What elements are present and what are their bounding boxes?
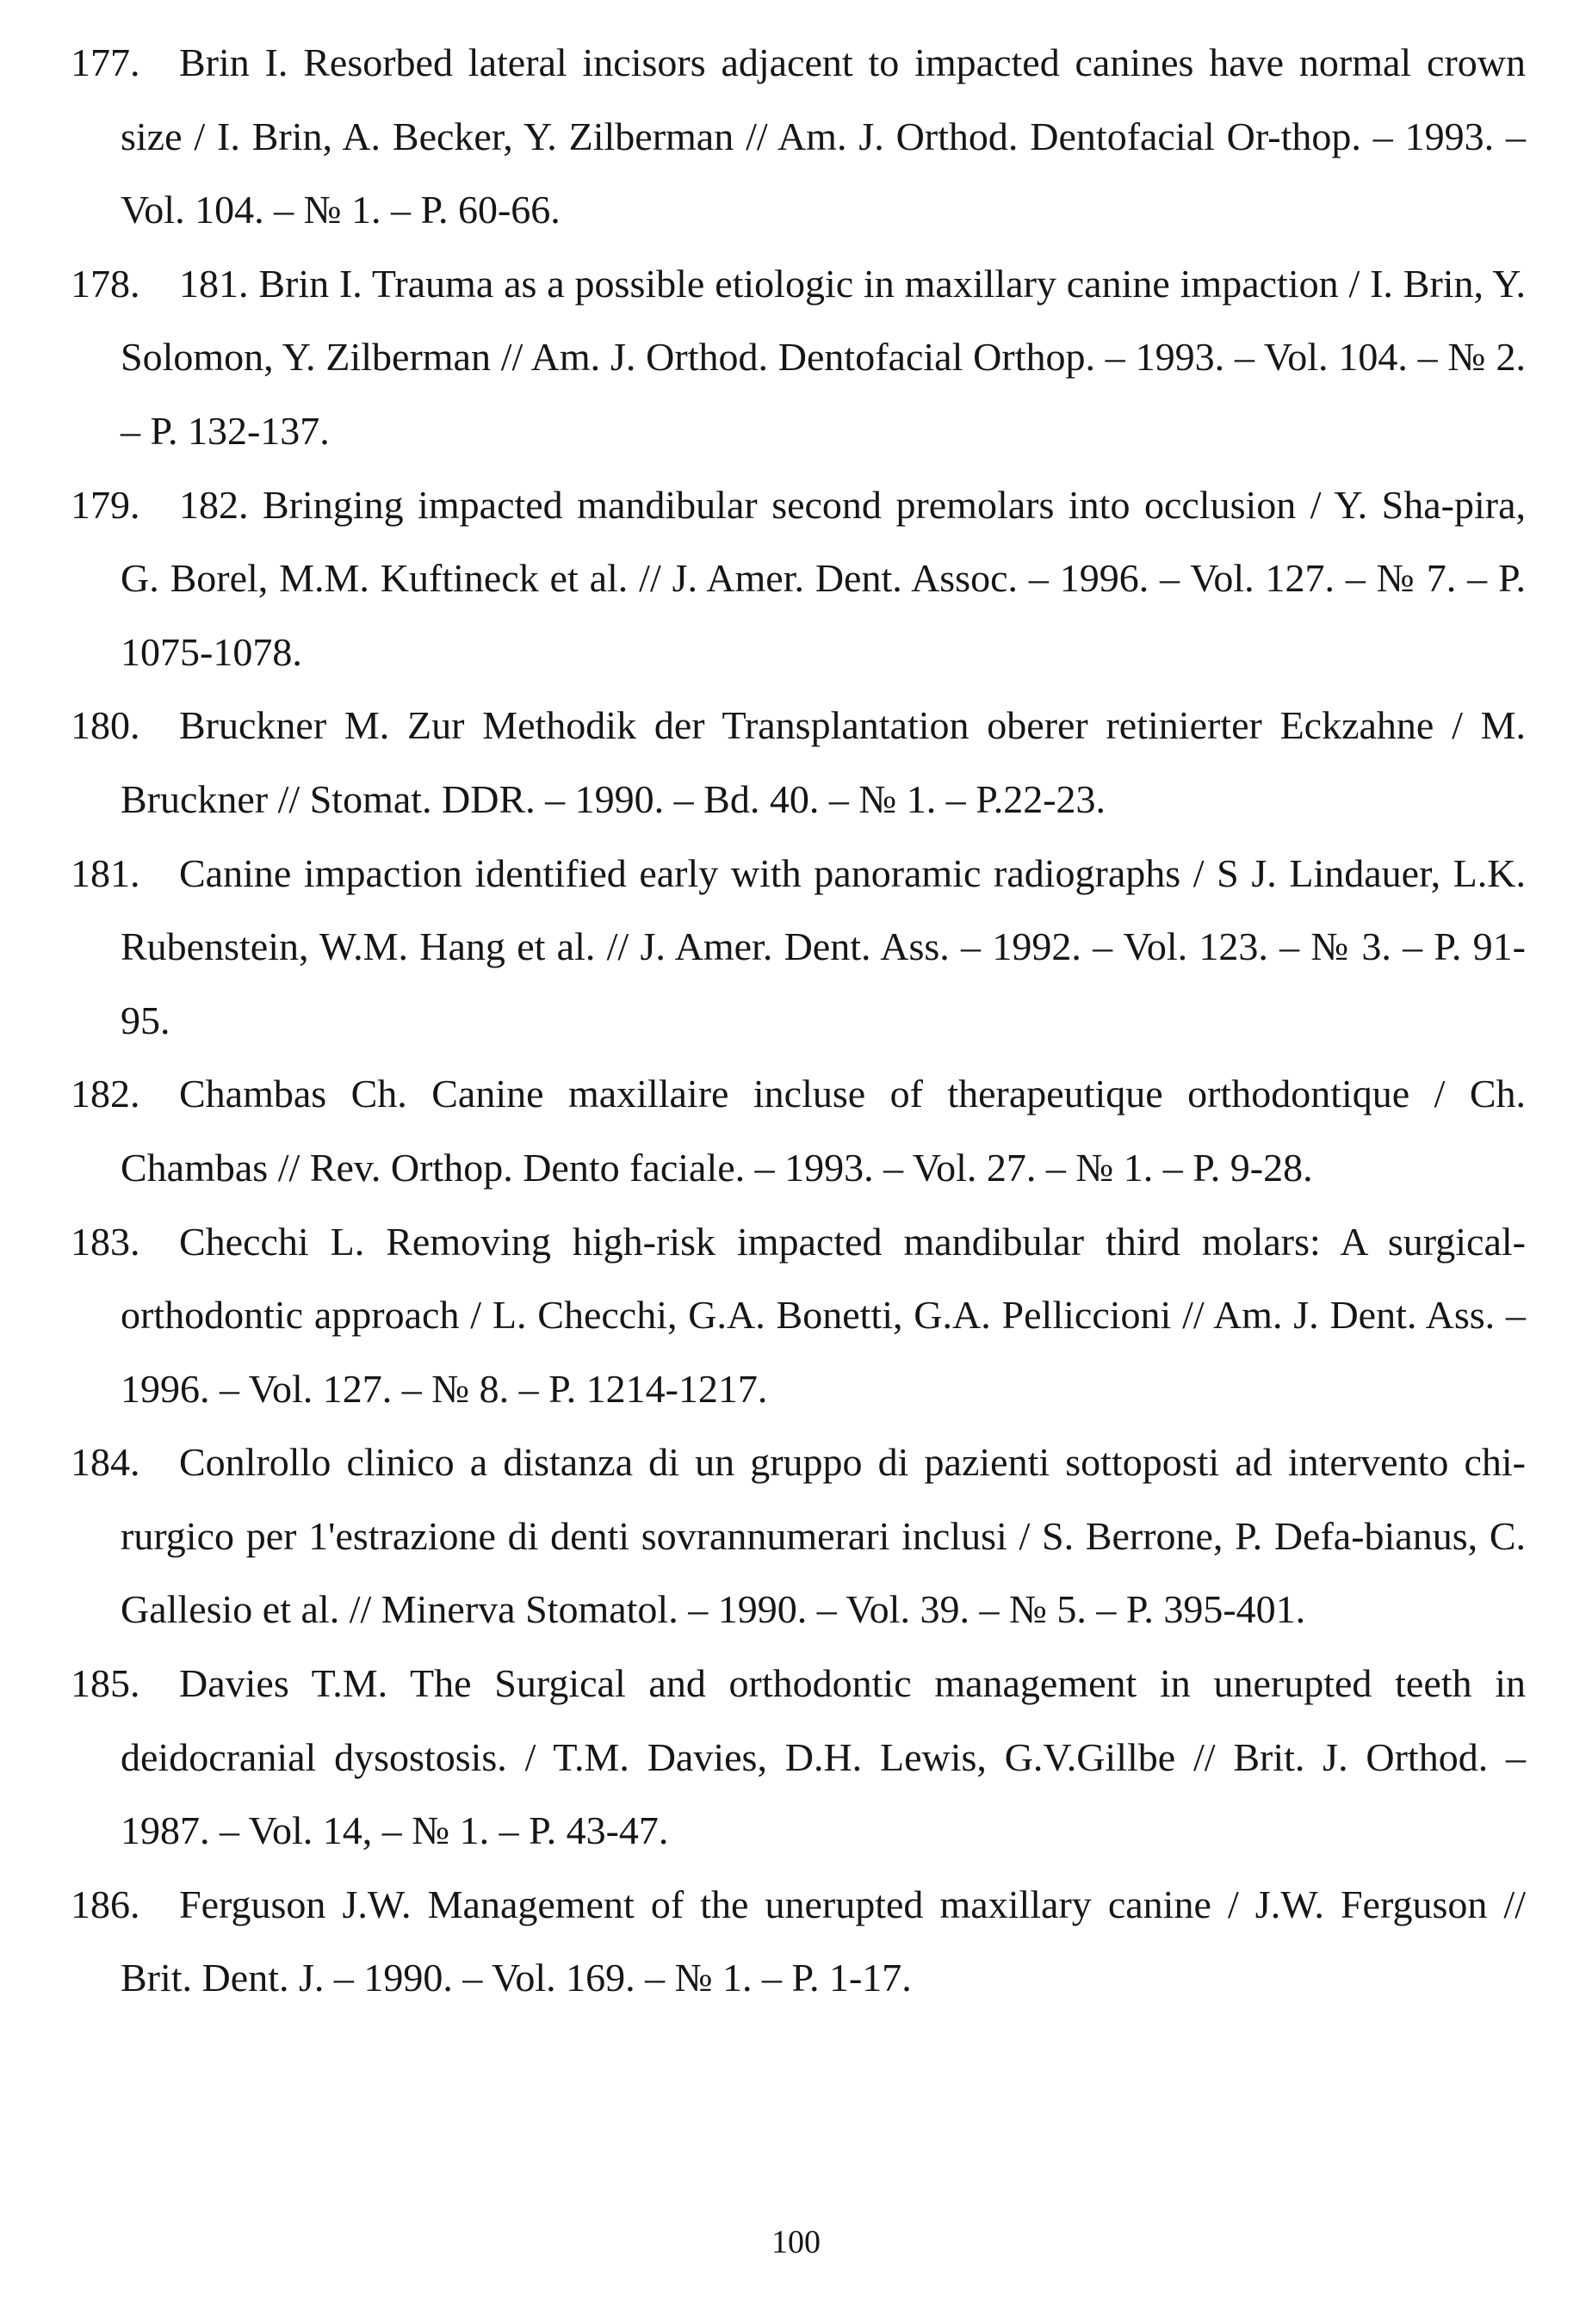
reference-item — [71, 1057, 1526, 1204]
reference-number: 184. — [71, 1440, 140, 1485]
reference-list — [71, 26, 1526, 2015]
reference-number: 182. — [71, 1072, 140, 1116]
reference-number: 181. — [71, 850, 140, 895]
reference-text: Checchi L. Removing high-risk impacted mandibular third molars: A surgical-orthodontic approach / L. Checchi, G.A. Bonetti, G.A. Pelliccioni // Am. J. Dent. Ass. – 1996. – Vol. 127. – № 8. – P. 1214-1217. — [121, 1219, 1526, 1411]
reference-text: Davies T.M. The Surgical and orthodontic management in unerupted teeth in deidocranial dysostosis. / T.M. Davies, D.H. Lewis, G.V.Gillbe // Brit. J. Orthod. – 1987. – Vol. 14, – № 1. – P. 43-47. — [121, 1661, 1526, 1853]
reference-number: 179. — [71, 482, 140, 527]
reference-item — [71, 1205, 1526, 1426]
reference-number: 185. — [71, 1661, 140, 1706]
reference-number: 177. — [71, 40, 140, 84]
reference-item — [71, 689, 1526, 836]
reference-text: 181. Brin I. Trauma as a possible etiologic in maxillary canine impaction / I. Brin, Y. Solomon, Y. Zilberman // Am. J. Orthod. Dentofacial Orthop. – 1993. – Vol. 104. – № 2. – P. 132-137. — [121, 261, 1526, 453]
reference-number: 183. — [71, 1219, 140, 1264]
reference-number: 178. — [71, 261, 140, 306]
reference-text: Canine impaction identified early with panoramic radiographs / S J. Lindauer, L.K. Rubenstein, W.M. Hang et al. // J. Amer. Dent. Ass. – 1992. – Vol. 123. – № 3. – P. 91-95. — [121, 850, 1526, 1042]
reference-text: 182. Bringing impacted mandibular second premolars into occlusion / Y. Sha-pira, G. Borel, M.M. Kuftineck et al. // J. Amer. Dent. Assoc. – 1996. – Vol. 127. – № 7. – P. 1075-1078. — [121, 482, 1526, 674]
reference-item — [71, 247, 1526, 468]
reference-item — [71, 837, 1526, 1058]
reference-number: 186. — [71, 1882, 140, 1926]
reference-item — [71, 26, 1526, 247]
reference-text: Conlrollo clinico a distanza di un gruppo di pazienti sottoposti ad intervento chi-rurgico per 1'estrazione di denti sovrannumerari inclusi / S. Berrone, P. Defa-bianus, C. Gallesio et al. // Minerva Stomatol. – 1990. – Vol. 39. – № 5. – P. 395-401. — [121, 1440, 1526, 1632]
reference-item — [71, 1868, 1526, 2015]
page-number: 100 — [771, 2224, 821, 2260]
reference-text: Bruckner M. Zur Methodik der Transplantation oberer retinierter Eckzahne / M. Bruckner // Stomat. DDR. – 1990. – Bd. 40. – № 1. – P.22-23. — [121, 703, 1526, 821]
reference-text: Brin I. Resorbed lateral incisors adjacent to impacted canines have normal crown size / I. Brin, A. Becker, Y. Zilberman // Am. J. Orthod. Dentofacial Or-thop. – 1993. – Vol. 104. – № 1. – P. 60-66. — [121, 40, 1526, 232]
reference-item — [71, 1647, 1526, 1868]
reference-text: Ferguson J.W. Management of the unerupted maxillary canine / J.W. Ferguson // Brit. Dent. J. – 1990. – Vol. 169. – № 1. – P. 1-17. — [121, 1882, 1526, 2000]
reference-item — [71, 468, 1526, 689]
reference-text: Chambas Ch. Canine maxillaire incluse of therapeutique orthodontique / Ch. Chambas // Rev. Orthop. Dento faciale. – 1993. – Vol. 27. – № 1. – P. 9-28. — [121, 1072, 1526, 1190]
reference-item — [71, 1425, 1526, 1647]
reference-number: 180. — [71, 703, 140, 748]
